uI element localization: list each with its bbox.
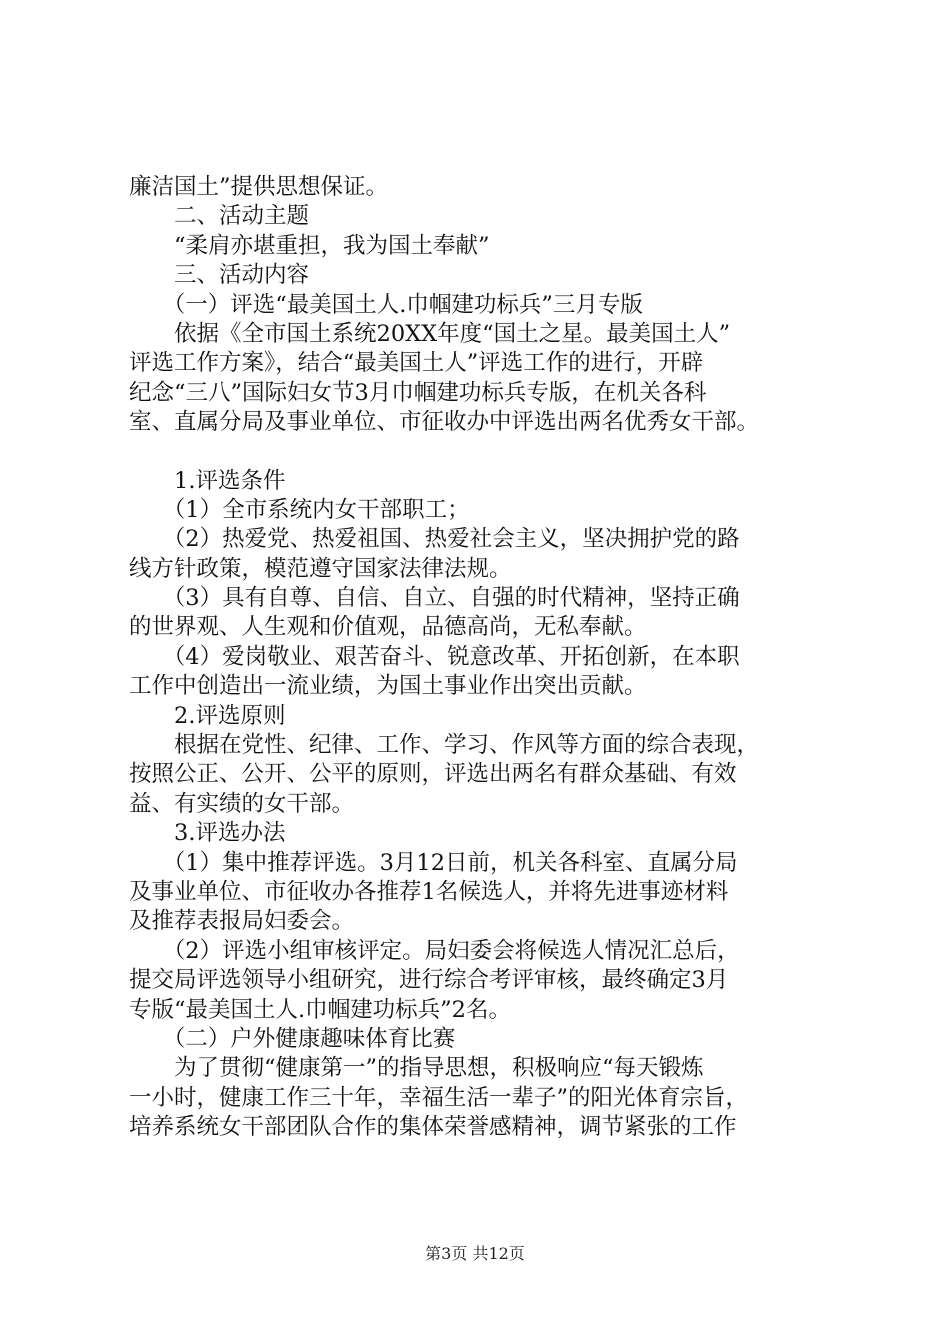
- text-line: （3）具有自尊、自信、自立、自强的时代精神，坚持正确: [129, 585, 740, 612]
- text-line: 三、活动内容: [129, 262, 310, 289]
- text-line: （二）户外健康趣味体育比赛: [129, 1025, 456, 1052]
- text-line: （一）评选“最美国土人.巾帼建功标兵”三月专版: [129, 291, 643, 318]
- page-footer: 第3页 共12页: [425, 1244, 525, 1263]
- text-line: （1）全市系统内女干部职工；: [129, 496, 470, 523]
- text-line: （2）热爱党、热爱祖国、热爱社会主义，坚决拥护党的路: [129, 526, 740, 553]
- text-line: 2.评选原则: [129, 702, 286, 729]
- text-line: 线方针政策，模范遵守国家法律法规。: [129, 555, 512, 582]
- text-line: “柔肩亦堪重担，我为国土奉献”: [129, 232, 490, 259]
- text-line: 按照公正、公开、公平的原则，评选出两名有群众基础、有效: [129, 761, 737, 788]
- text-line: 一小时，健康工作三十年，幸福生活一辈子”的阳光体育宗旨，: [129, 1084, 749, 1111]
- document-body: [129, 173, 834, 1143]
- text-line: 提交局评选领导小组研究，进行综合考评审核，最终确定3月: [129, 967, 729, 994]
- text-line: 二、活动主题: [129, 203, 310, 230]
- text-line: 评选工作方案》，结合“最美国土人”评选工作的进行，开辟: [129, 350, 704, 377]
- text-line: 纪念“三八”国际妇女节3月巾帼建功标兵专版，在机关各科: [129, 379, 707, 406]
- text-line: 廉洁国土”提供思想保证。: [129, 174, 389, 200]
- text-line: 及事业单位、市征收办各推荐1名候选人，并将先进事迹材料: [129, 878, 729, 905]
- text-line: 培养系统女干部团队合作的集体荣誉感精神，调节紧张的工作: [129, 1114, 737, 1141]
- text-line: （2）评选小组审核评定。局妇委会将候选人情况汇总后，: [129, 937, 740, 964]
- text-line: 根据在党性、纪律、工作、学习、作风等方面的综合表现，: [129, 732, 760, 759]
- text-line: （1）集中推荐评选。3月12日前，机关各科室、直属分局: [129, 849, 738, 876]
- text-line: 及推荐表报局妇委会。: [129, 908, 355, 935]
- text-line: 为了贯彻“健康第一”的指导思想，积极响应“每天锻炼: [129, 1055, 704, 1082]
- text-line: 1.评选条件: [129, 467, 286, 494]
- paragraph-spacer: [129, 438, 834, 467]
- text-line: （4）爱岗敬业、艰苦奋斗、锐意改革、开拓创新，在本职: [129, 643, 740, 670]
- text-line: 室、直属分局及事业单位、市征收办中评选出两名优秀女干部。: [129, 409, 760, 436]
- text-line: 益、有实绩的女干部。: [129, 790, 355, 817]
- text-line: 依据《全市国土系统20XX年度“国土之星。最美国土人”: [129, 320, 731, 347]
- text-line: 工作中创造出一流业绩，为国土事业作出突出贡献。: [129, 673, 647, 700]
- text-line: 专版“最美国土人.巾帼建功标兵”2名。: [129, 996, 511, 1023]
- text-line: 的世界观、人生观和价值观，品德高尚，无私奉献。: [129, 614, 647, 641]
- text-line: 3.评选办法: [129, 820, 286, 847]
